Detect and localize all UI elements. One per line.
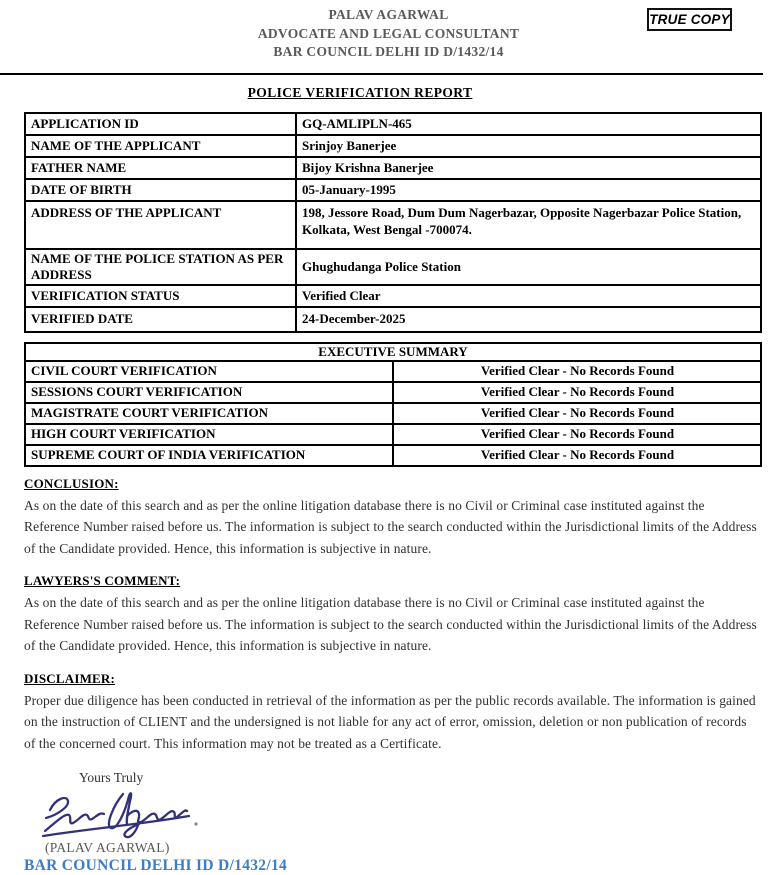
value-cell: Verified Clear - No Records Found (393, 445, 761, 466)
value-cell: Ghughudanga Police Station (296, 249, 761, 285)
bar-council-id-header: BAR COUNCIL DELHI ID D/1432/14 (273, 44, 504, 59)
label-cell: VERIFICATION STATUS (25, 285, 296, 307)
value-cell: Srinjoy Banerjee (296, 135, 761, 157)
section-body: As on the date of this search and as per the online litigation database there is no Civil or Criminal case instituted against the Reference Number raised before us. The information is subject to the search conducted within the Jurisdictional limits of the Address of the Candidate provided. Hence, this information is subjective in nature. (24, 595, 757, 653)
page-title: POLICE VERIFICATION REPORT (247, 84, 473, 100)
signature-period-dot (194, 822, 197, 825)
table-row (25, 382, 761, 403)
label-cell: DATE OF BIRTH (25, 179, 296, 201)
table-row (25, 361, 761, 382)
header-divider (0, 73, 763, 75)
true-copy-stamp: TRUE COPY (647, 8, 732, 31)
disclaimer-section (24, 671, 761, 755)
table-row (25, 424, 761, 445)
label-cell: FATHER NAME (25, 157, 296, 179)
summary-header: EXECUTIVE SUMMARY (25, 343, 761, 361)
value-cell: Verified Clear - No Records Found (393, 403, 761, 424)
table-row (25, 113, 761, 135)
table-row (25, 307, 761, 332)
section-heading: DISCLAIMER: (24, 670, 116, 686)
label-cell: SESSIONS COURT VERIFICATION (25, 382, 393, 403)
label-cell: NAME OF THE POLICE STATION AS PER ADDRESS (25, 249, 296, 285)
label-cell: NAME OF THE APPLICANT (25, 135, 296, 157)
section-body: Proper due diligence has been conducted in retrieval of the information as per the public records available. The information is gained on the instruction of CLIENT and the undersigned is not liable for any act of error, omission, deletion or non publication of records of the concerned court. This information may not be treated as a Certificate. (24, 692, 756, 751)
value-cell: Bijoy Krishna Banerjee (296, 157, 761, 179)
value-cell: Verified Clear - No Records Found (393, 424, 761, 445)
conclusion-section (24, 476, 761, 560)
label-cell: APPLICATION ID (25, 113, 296, 135)
label-cell: MAGISTRATE COURT VERIFICATION (25, 403, 393, 424)
table-row (25, 179, 761, 201)
section-heading: LAWYERS'S COMMENT: (24, 573, 181, 588)
table-row (25, 403, 761, 424)
details-table (24, 112, 762, 333)
table-row (25, 249, 761, 285)
section-body: As on the date of this search and as per the online litigation database there is no Civil or Criminal case instituted against the Reference Number raised before us. The information is subject to the search conducted within the Jurisdictional limits of the Address of the Candidate provided. Hence, this information is subjective in nature. (24, 497, 757, 556)
table-row (25, 285, 761, 307)
label-cell: CIVIL COURT VERIFICATION (25, 361, 393, 382)
table-row (25, 157, 761, 179)
lawyers-comment-section (24, 573, 761, 657)
signatory-name: (PALAV AGARWAL) (45, 840, 170, 855)
value-cell: Verified Clear (296, 285, 761, 307)
title-wrap (0, 84, 720, 102)
table-row (25, 135, 761, 157)
advocate-designation: ADVOCATE AND LEGAL CONSULTANT (257, 25, 520, 41)
label-cell: HIGH COURT VERIFICATION (25, 424, 393, 445)
value-cell: GQ-AMLIPLN-465 (296, 113, 761, 135)
table-header-row (25, 343, 761, 361)
label-cell: SUPREME COURT OF INDIA VERIFICATION (25, 445, 393, 466)
closing-text: Yours Truly (79, 770, 144, 785)
label-cell: ADDRESS OF THE APPLICANT (25, 201, 296, 249)
label-cell: VERIFIED DATE (25, 307, 296, 332)
value-cell: Verified Clear - No Records Found (393, 382, 761, 403)
table-row (25, 445, 761, 466)
bar-council-id-footer: BAR COUNCIL DELHI ID D/1432/14 (24, 857, 288, 874)
executive-summary-table (24, 342, 762, 467)
value-cell: 05-January-1995 (296, 179, 761, 201)
value-cell: 198, Jessore Road, Dum Dum Nagerbazar, Opposite Nagerbazar Police Station, Kolkata, West Bengal -700074. (296, 201, 761, 249)
advocate-name: PALAV AGARWAL (328, 7, 449, 22)
signature-image (36, 788, 206, 840)
section-heading: CONCLUSION: (24, 475, 119, 491)
table-row (25, 201, 761, 249)
value-cell: 24-December-2025 (296, 307, 761, 332)
value-cell: Verified Clear - No Records Found (393, 361, 761, 382)
